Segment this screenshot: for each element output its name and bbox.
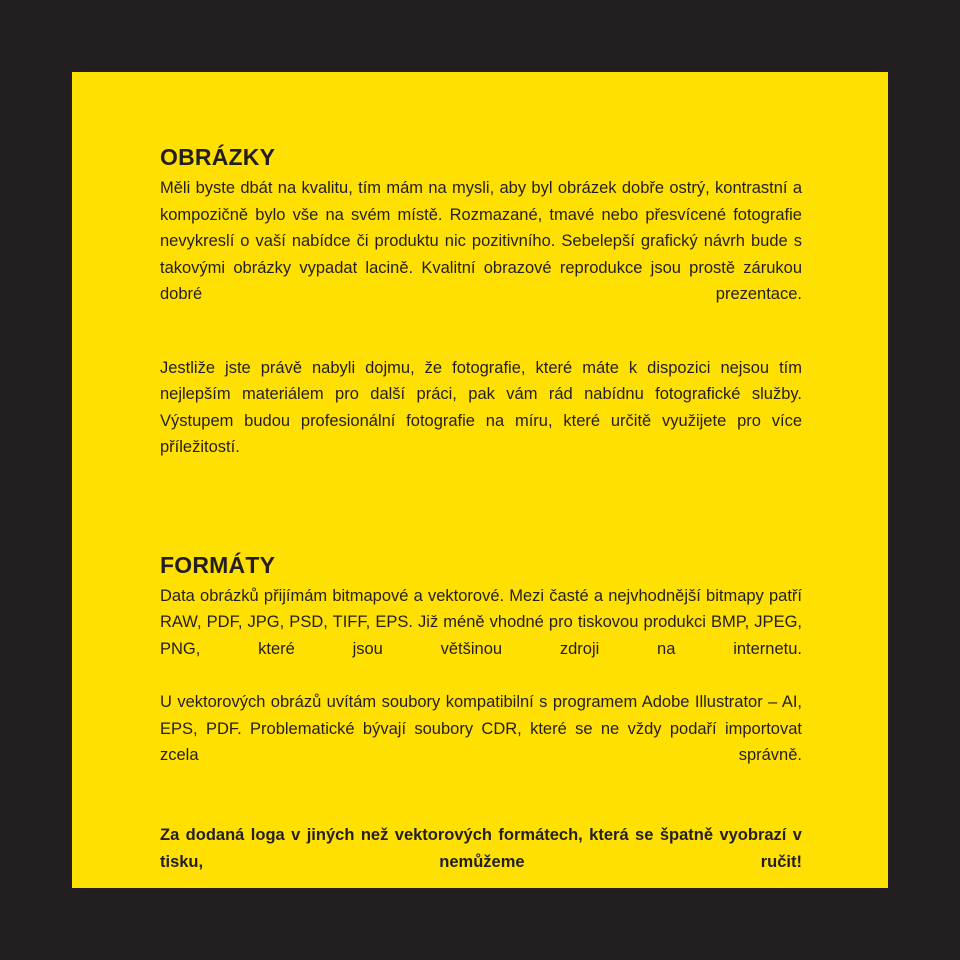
images-paragraph-2: Jestliže jste právě nabyli dojmu, že fotografie, které máte k dispozici nejsou tím nejlepším materiálem pro další práci, pak vám rád nabídnu fotografické služby. Výstupem budou profesionální fotografie na míru, které určitě využijete pro více příležitostí. [160,358,802,457]
formats-warning-note: Za dodaná loga v jiných než vektorových formátech, která se špatně vyobrazí v tisku, nemůžeme ručit! [160,826,802,871]
section-title-formats: FORMÁTY [160,551,276,578]
formats-paragraph-1: Data obrázků přijímám bitmapové a vektorové. Mezi časté a nejvhodnější bitmapy patří RAW, PDF, JPG, PSD, TIFF, EPS. Již méně vhodné pro tiskovou produkci BMP, JPEG, PNG, které jsou většinou zdroji na internetu. [160,586,802,658]
formats-paragraph-2: U vektorových obrázů uvítám soubory kompatibilní s programem Adobe Illustrator – AI, EPS, PDF. Problematické bývají soubory CDR, které se ne vždy podaří importovat zcela správně. [160,692,802,765]
content-panel [72,72,888,888]
section-title-images: OBRÁZKY [160,144,276,170]
images-paragraph-1: Měli byste dbát na kvalitu, tím mám na mysli, aby byl obrázek dobře ostrý, kontrastní a kompozičně bylo vše na svém místě. Rozmazané, tmavé nebo přesvícené fotografie nevykreslí o vaší nabídce či produktu nic pozitivního. Sebelepší grafický návrh bude s takovými obrázky vypadat lacině. Kvalitní obrazové reprodukce jsou prostě zárukou dobré prezentace. [160,179,802,304]
content-column [160,142,802,902]
